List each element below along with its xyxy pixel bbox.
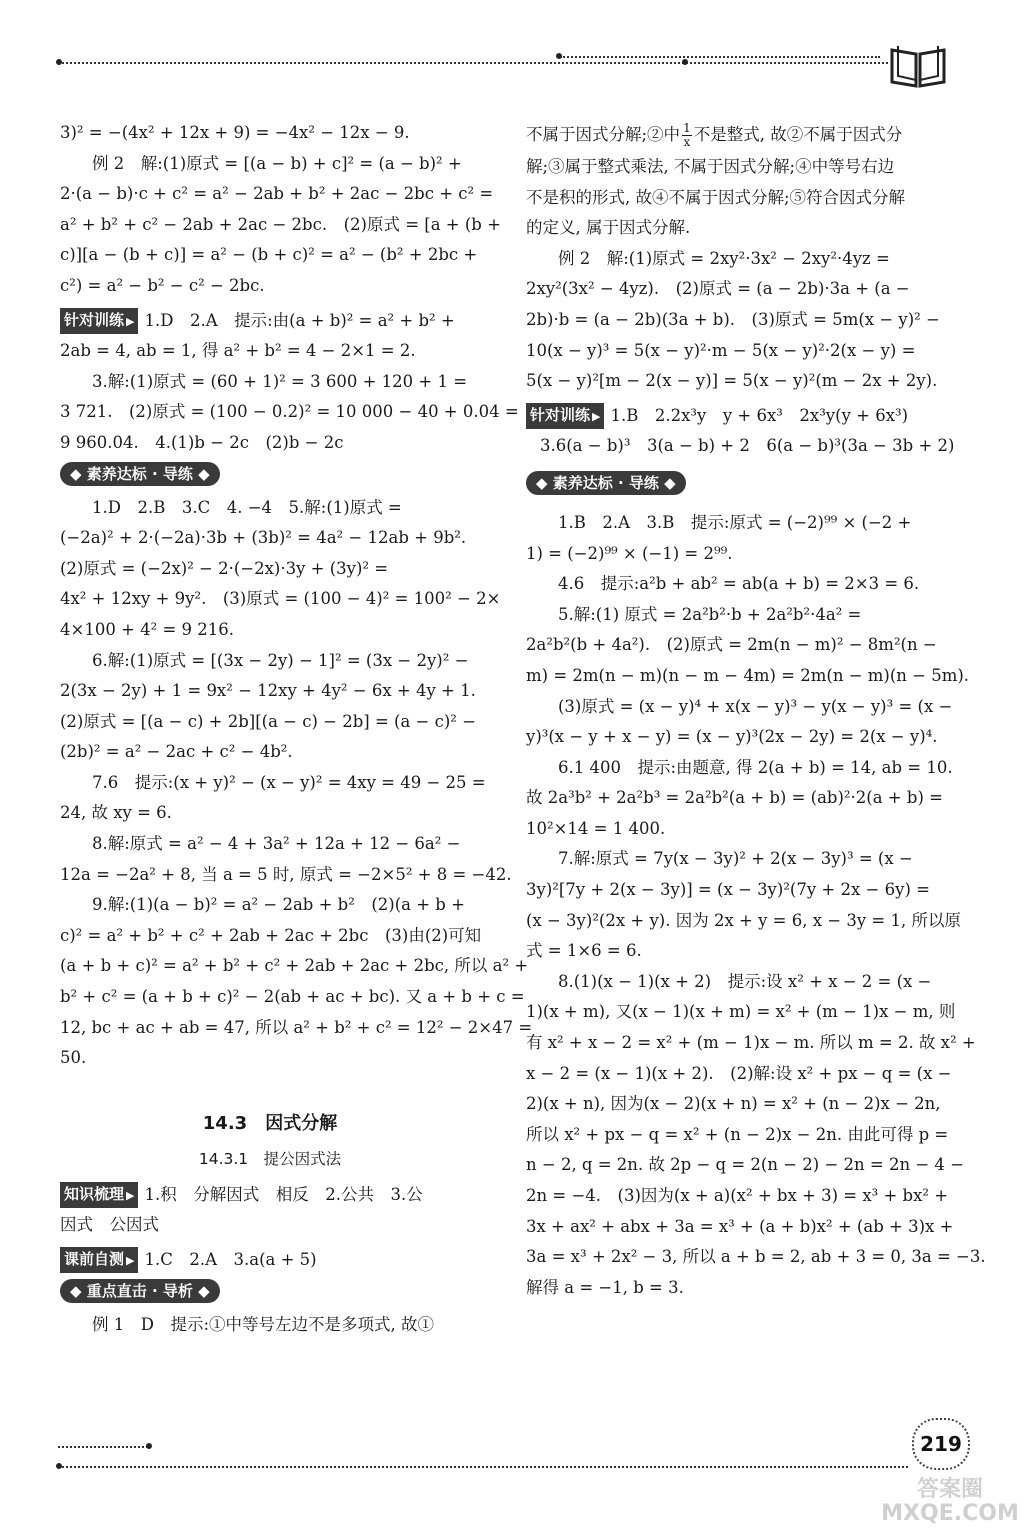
page-number: 219	[912, 1418, 970, 1470]
text-line: 解;③属于整式乘法, 不属于因式分解;④中等号右边	[526, 157, 895, 176]
text-line: 2ab = 4, ab = 1, 得 a² + b² = 4 − 2×1 = 2.	[60, 341, 416, 361]
text-line: 例 2 解:(1)原式 = [(a − b) + c]² = (a − b)² +	[92, 153, 462, 173]
text-line: 12a = −2a² + 8, 当 a = 5 时, 原式 = −2×5² + 8 = −42.	[60, 864, 512, 884]
watermark-logo: 答案圈 MXQE.COM	[881, 1477, 1019, 1526]
knowledge-tag: 知识梳理 ▶	[60, 1182, 138, 1208]
text-line: (2b)² = a² − 2ac + c² − 4b².	[60, 742, 293, 762]
text-line: 2(3x − 2y) + 1 = 9x² − 12xy + 4y² − 6x + 4y + 1.	[60, 681, 476, 701]
text-line: 8.(1)(x − 1)(x + 2) 提示:设 x² + x − 2 = (x −	[558, 971, 932, 991]
text-line: a² + b² + c² − 2ab + 2ac − 2bc. (2)原式 = [a + (b +	[60, 214, 501, 234]
text-line: 3 721. (2)原式 = (100 − 0.2)² = 10 000 − 40 + 0.04 =	[60, 402, 519, 422]
text-line: (a + b + c)² = a² + b² + c² + 2ab + 2ac + 2bc, 所以 a² +	[60, 956, 529, 976]
footer-dotted-rule-upper	[58, 1446, 148, 1448]
pretest-tag: 课前自测 ▶	[60, 1247, 138, 1273]
text-line: 式 = 1×6 = 6.	[526, 941, 642, 961]
literacy-tag-label: 素养达标 · 导练	[86, 464, 193, 483]
text-line: 7.解:原式 = 7y(x − 3y)² + 2(x − 3y)³ = (x −	[558, 849, 913, 869]
text-line: 例 1 D 提示:①中等号左边不是多项式, 故①	[92, 1314, 435, 1334]
text-line: 24, 故 xy = 6.	[60, 803, 172, 823]
focus-heading: ◆ 重点直击 · 导析 ◆	[60, 1276, 480, 1310]
targeted-training-tag: 针对训练 ▶	[526, 403, 604, 429]
text-line: 6.解:(1)原式 = [(3x − 2y) − 1]² = (3x − 2y)² −	[92, 650, 469, 670]
text-line: 不是积的形式, 故④不属于因式分解;⑤符合因式分解	[526, 187, 906, 207]
text-line: c)² = a² + b² + c² + 2ab + 2ac + 2bc (3)由(2)可知	[60, 925, 482, 945]
text-line: n − 2, q = 2n. 故 2p − q = 2(n − 2) − 2n = 2n − 4 −	[526, 1155, 964, 1175]
left-column	[60, 118, 533, 1340]
text-line: 2xy²(3x² − 4yz). (2)原式 = (a − 2b)·3a + (a −	[526, 279, 910, 299]
footer-dotted-rule	[58, 1466, 908, 1468]
text-line: 50.	[60, 1048, 87, 1068]
text-line: (2)原式 = [(a − c) + 2b][(a − c) − 2b] = (a − c)² −	[60, 711, 476, 731]
right-column	[526, 118, 986, 1303]
literacy-heading: ◆ 素养达标 · 导练 ◆	[526, 462, 950, 508]
text-line: 10(x − y)³ = 5(x − y)²·m − 5(x − y)²·2(x − y) =	[526, 340, 916, 360]
text-line: 9 960.04. 4.(1)b − 2c (2)b − 2c	[60, 432, 344, 452]
text-line: 2a²b²(b + 4a²). (2)原式 = 2m(n − m)² − 8m²(n −	[526, 635, 937, 655]
text-line: (−2a)² + 2·(−2a)·3b + (3b)² = 4a² − 12ab + 9b².	[60, 528, 467, 548]
targeted-training-line	[526, 401, 950, 432]
text-line: 3.6(a − b)³ 3(a − b) + 2 6(a − b)³(3a − 3b + 2)	[540, 436, 955, 456]
open-book-icon	[888, 42, 948, 88]
text-line: 3a = x³ + 2x² − 3, 所以 a + b = 2, ab + 3 = 0, 3a = −3.	[526, 1247, 986, 1267]
fraction: $\frac{1}{x}$	[683, 121, 691, 149]
text-line: 2n = −4. (3)因为(x + a)(x² + bx + 3) = x³ + bx² +	[526, 1186, 949, 1205]
text-line: 1.B 2.A 3.B 提示:原式 = (−2)⁹⁹ × (−2 +	[558, 512, 912, 532]
text-line: 1.C 2.A 3.a(a + 5)	[144, 1250, 317, 1269]
text-line: 1.B 2.2x³y y + 6x³ 2x³y(y + 6x³)	[610, 405, 909, 425]
text-line: 不属于因式分解;②中 $\frac{1}{x}$ 不是整式, 故②不属于因式分	[526, 121, 903, 149]
text-line: 的定义, 属于因式分解.	[526, 218, 691, 238]
text-line: b² + c² = (a + b + c)² − 2(ab + ac + bc). 又 a + b + c =	[60, 987, 525, 1007]
text-line: y)³(x − y + x − y) = (x − y)³(2x − 2y) = 2(x − y)⁴.	[526, 727, 938, 747]
literacy-heading: ◆ 素养达标 · 导练 ◆	[60, 459, 480, 493]
text-line: 故 2a³b² + 2a²b³ = 2a²b²(a + b) = (ab)²·2(a + b) =	[526, 788, 943, 808]
knowledge-line	[60, 1180, 480, 1211]
text-line: 3)² = −(4x² + 12x + 9) = −4x² − 12x − 9.	[60, 123, 410, 142]
text-line: (3)原式 = (x − y)⁴ + x(x − y)³ − y(x − y)³ = (x −	[558, 696, 953, 716]
text-line: 5(x − y)²[m − 2(x − y)] = 5(x − y)²(m − 2x + 2y).	[526, 371, 938, 391]
text-line: 2b)·b = (a − 2b)(3a + b). (3)原式 = 5m(x − y)² −	[526, 309, 940, 329]
text-line: 4×100 + 4² = 9 216.	[60, 619, 235, 639]
text-line: c²) = a² − b² − c² − 2bc.	[60, 275, 265, 295]
text-line: 7.6 提示:(x + y)² − (x − y)² = 4xy = 49 − 25 =	[92, 772, 486, 792]
focus-tag-label: 重点直击 · 导析	[86, 1281, 193, 1300]
header-dot	[556, 53, 562, 59]
header-dotted-rule-upper	[560, 56, 880, 58]
text-line: 因式 公因式	[60, 1215, 159, 1235]
text-line: 4x² + 12xy + 9y². (3)原式 = (100 − 4)² = 100² − 2×	[60, 589, 501, 609]
text-line: 8.解:原式 = a² − 4 + 3a² + 12a + 12 − 6a² −	[92, 834, 461, 854]
text-line: 2·(a − b)·c + c² = a² − 2ab + b² + 2ac − 2bc + c² =	[60, 184, 494, 204]
header-dot	[56, 59, 62, 65]
text-line: 1.积 分解因式 相反 2.公共 3.公	[144, 1184, 423, 1204]
targeted-training-tag: 针对训练 ▶	[60, 308, 138, 334]
footer-dot	[146, 1443, 152, 1449]
targeted-training-line	[60, 306, 480, 337]
text-line: 所以 x² + px − q = x² + (n − 2)x − 2n. 由此可得 p =	[526, 1124, 949, 1144]
text-line: 3y)²[7y + 2(x − 3y)] = (x − 3y)²(7y + 2x − 6y) =	[526, 880, 930, 900]
text-line: 6.1 400 提示:由题意, 得 2(a + b) = 14, ab = 10.	[558, 757, 953, 777]
text-line: 例 2 解:(1)原式 = 2xy²·3x² − 2xy²·4yz =	[558, 248, 890, 268]
text-line: x − 2 = (x − 1)(x + 2). (2)解:设 x² + px − q = (x −	[526, 1063, 952, 1083]
text-line: 12, bc + ac + ab = 47, 所以 a² + b² + c² = 12² − 2×47 =	[60, 1017, 533, 1037]
text-line: 3.解:(1)原式 = (60 + 1)² = 3 600 + 120 + 1 =	[92, 371, 468, 391]
section-title: 14.3 因式分解	[202, 1112, 338, 1134]
pretest-line	[60, 1245, 480, 1276]
header-dot	[682, 59, 688, 65]
section-subtitle: 14.3.1 提公因式法	[198, 1149, 342, 1168]
text-line: c)][a − (b + c)] = a² − (b + c)² = a² − (b² + 2bc +	[60, 245, 478, 265]
text-line: 9.解:(1)(a − b)² = a² − 2ab + b² (2)(a + b +	[92, 895, 465, 915]
footer-dot	[56, 1463, 62, 1469]
text-line: 2)(x + n), 因为(x − 2)(x + n) = x² + (n − 2)x − 2n,	[526, 1094, 941, 1114]
text-line: m) = 2m(n − m)(n − m − 4m) = 2m(n − m)(n − 5m).	[526, 665, 970, 685]
text-line: 3x + ax² + abx + 3a = x³ + (a + b)x² + (ab + 3)x +	[526, 1216, 954, 1236]
text-line: 4.6 提示:a²b + ab² = ab(a + b) = 2×3 = 6.	[558, 574, 920, 594]
text-line: 1.D 2.B 3.C 4. −4 5.解:(1)原式 =	[92, 497, 402, 517]
text-line: 1)(x + m), 又(x − 1)(x + m) = x² + (m − 1)x − m, 则	[526, 1002, 956, 1022]
text-line: 1) = (−2)⁹⁹ × (−1) = 2⁹⁹.	[526, 543, 733, 563]
text-line: 有 x² + x − 2 = x² + (m − 1)x − m. 所以 m = 2. 故 x² +	[526, 1033, 976, 1053]
text-line: 5.解:(1) 原式 = 2a²b²·b + 2a²b²·4a² =	[558, 604, 862, 624]
text-line: (2)原式 = (−2x)² − 2·(−2x)·3y + (3y)² =	[60, 558, 389, 578]
text-line: 1.D 2.A 提示:由(a + b)² = a² + b² +	[144, 310, 455, 330]
header-dotted-rule	[58, 62, 888, 64]
text-line: 解得 a = −1, b = 3.	[526, 1277, 684, 1297]
text-line: (x − 3y)²(2x + y). 因为 2x + y = 6, x − 3y = 1, 所以原	[526, 910, 961, 930]
text-line: 10²×14 = 1 400.	[526, 818, 666, 838]
literacy-tag-label: 素养达标 · 导练	[552, 473, 659, 492]
